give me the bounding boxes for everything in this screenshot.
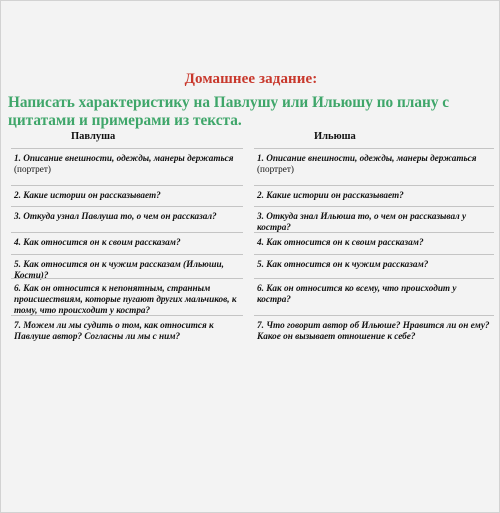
column-header-pavlusha: Павлуша <box>71 131 116 142</box>
homework-heading: Домашнее задание: <box>184 71 318 87</box>
plan-item: 1. Описание внешности, одежды, манеры держаться (портрет) <box>11 148 243 175</box>
plan-item: 5. Как относится он к чужим рассказам? <box>254 254 494 270</box>
plan-item: 6. Как он относится к непонятным, странным происшествиям, которые пугают других мальчиков, к тому, что происходит у костра? <box>11 278 243 316</box>
plan-item: 7. Можем ли мы судить о том, как относится к Павлуше автор? Согласны ли мы с ним? <box>11 315 243 342</box>
plan-item: 2. Какие истории он рассказывает? <box>254 185 494 201</box>
task-description: Написать характеристику на Павлушу или Ильюшу по плану с цитатами и примерами из текста. <box>8 94 450 129</box>
plan-item: 3. Откуда знал Ильюша то, о чем он рассказывал у костра? <box>254 206 494 233</box>
plan-item: 7. Что говорит автор об Ильюше? Нравится ли он ему? Какое он вызывает отношение к себе? <box>254 315 494 342</box>
plan-item: 3. Откуда узнал Павлуша то, о чем он рассказал? <box>11 206 243 222</box>
column-header-ilyusha: Ильюша <box>314 131 356 142</box>
plan-item: 5. Как относится он к чужим рассказам (Ильюши, Кости)? <box>11 254 243 281</box>
plan-item: 2. Какие истории он рассказывает? <box>11 185 243 201</box>
plan-item: 4. Как относится он к своим рассказам? <box>254 232 494 248</box>
plan-item: 1. Описание внешности, одежды, манеры держаться (портрет) <box>254 148 494 175</box>
plan-item: 6. Как он относится ко всему, что происходит у костра? <box>254 278 494 305</box>
plan-item: 4. Как относится он к своим рассказам? <box>11 232 243 248</box>
